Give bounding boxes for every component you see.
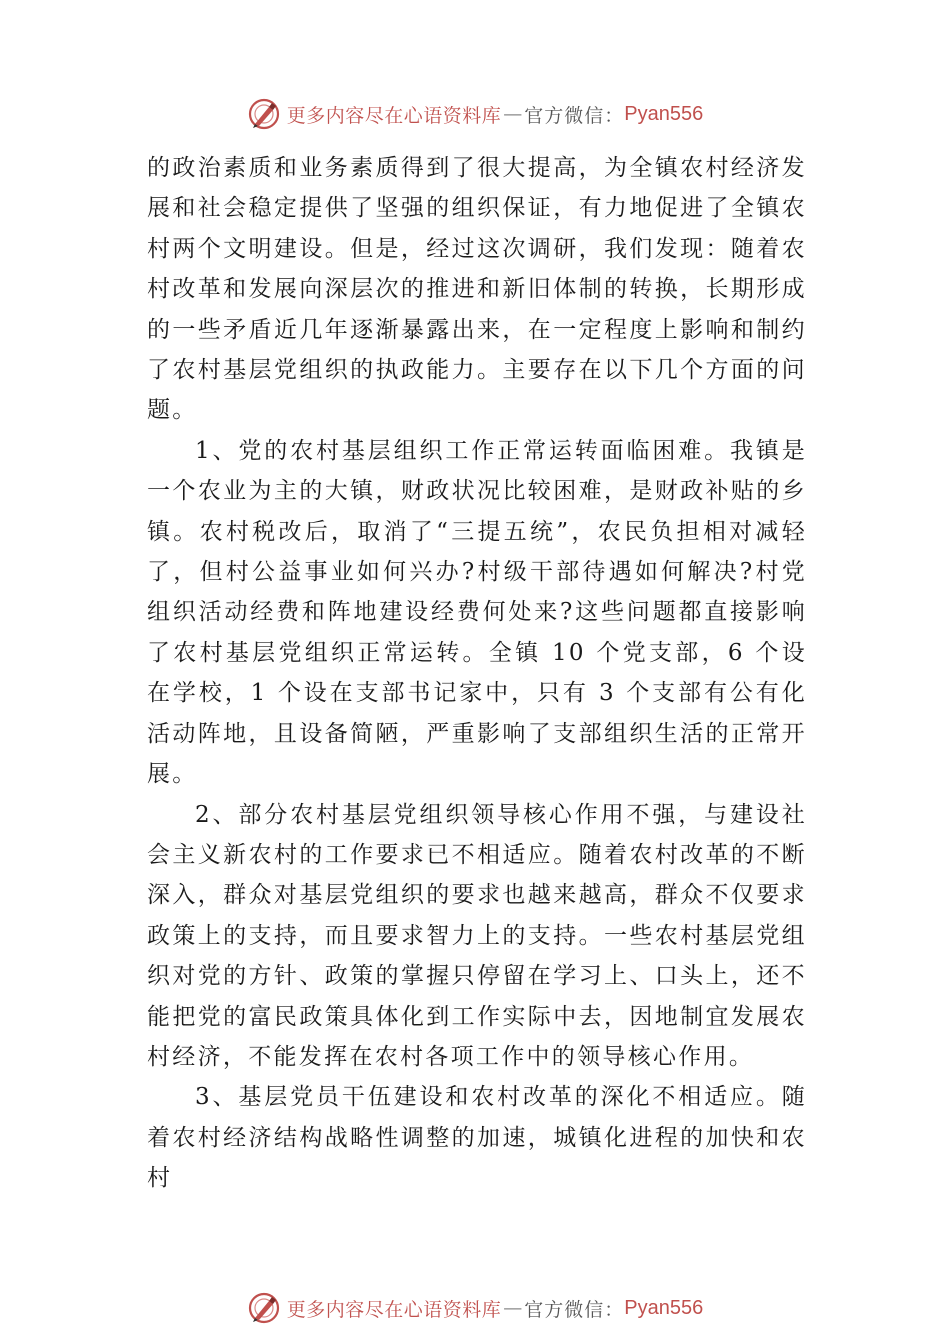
pen-logo-icon: [247, 97, 281, 131]
header-banner-text: 更多内容尽在心语资料库: [286, 104, 502, 127]
paragraph-intro: 的政治素质和业务素质得到了很大提高，为全镇农村经济发展和社会稳定提供了坚强的组织保证，有力地促进了全镇农村两个文明建设。但是，经过这次调研，我们发现：随着农村改革和发展向深层次的推进和新旧体制的转换，长期形成的一些矛盾近几年逐渐暴露出来，在一定程度上影响和制约了农村基层党组织的执政能力。主要存在以下几个方面的问题。: [147, 155, 807, 424]
header-banner-separator: —: [503, 103, 523, 125]
document-body: [147, 148, 807, 1199]
pen-logo-icon: [247, 1291, 281, 1325]
footer-banner-separator: —: [503, 1297, 523, 1319]
header-wechat-label: 官方微信：: [524, 104, 625, 127]
footer-banner: [0, 1288, 950, 1328]
paragraph-point-2: 2、部分农村基层党组织领导核心作用不强，与建设社会主义新农村的工作要求已不相适应。随着农村改革的不断深入，群众对基层党组织的要求也越来越高，群众不仅要求政策上的支持，而且要求智力上的支持。一些农村基层党组织对党的方针、政策的掌握只停留在学习上、口头上，还不能把党的富民政策具体化到工作实际中去，因地制宜发展农村经济，不能发挥在农村各项工作中的领导核心作用。: [147, 801, 807, 1070]
paragraph-point-1: 1、党的农村基层组织工作正常运转面临困难。我镇是一个农业为主的大镇，财政状况比较困难，是财政补贴的乡镇。农村税改后，取消了“三提五统”，农民负担相对减轻了，但村公益事业如何兴办?村级干部待遇如何解决?村党组织活动经费和阵地建设经费何处来?这些问题都直接影响了农村基层党组织正常运转。全镇 10 个党支部，6 个设在学校，1 个设在支部书记家中，只有 3 个支部有公有化活动阵地，且设备简陋，严重影响了支部组织生活的正常开展。: [147, 437, 807, 788]
footer-wechat-label: 官方微信：: [524, 1298, 625, 1321]
header-wechat-id: Pyan556: [624, 102, 704, 125]
paragraph-point-3: 3、基层党员干伍建设和农村改革的深化不相适应。随着农村经济结构战略性调整的加速，城镇化进程的加快和农村: [147, 1084, 807, 1192]
footer-wechat-id: Pyan556: [624, 1296, 704, 1319]
header-banner: [0, 94, 950, 134]
footer-banner-text: 更多内容尽在心语资料库: [286, 1298, 502, 1321]
